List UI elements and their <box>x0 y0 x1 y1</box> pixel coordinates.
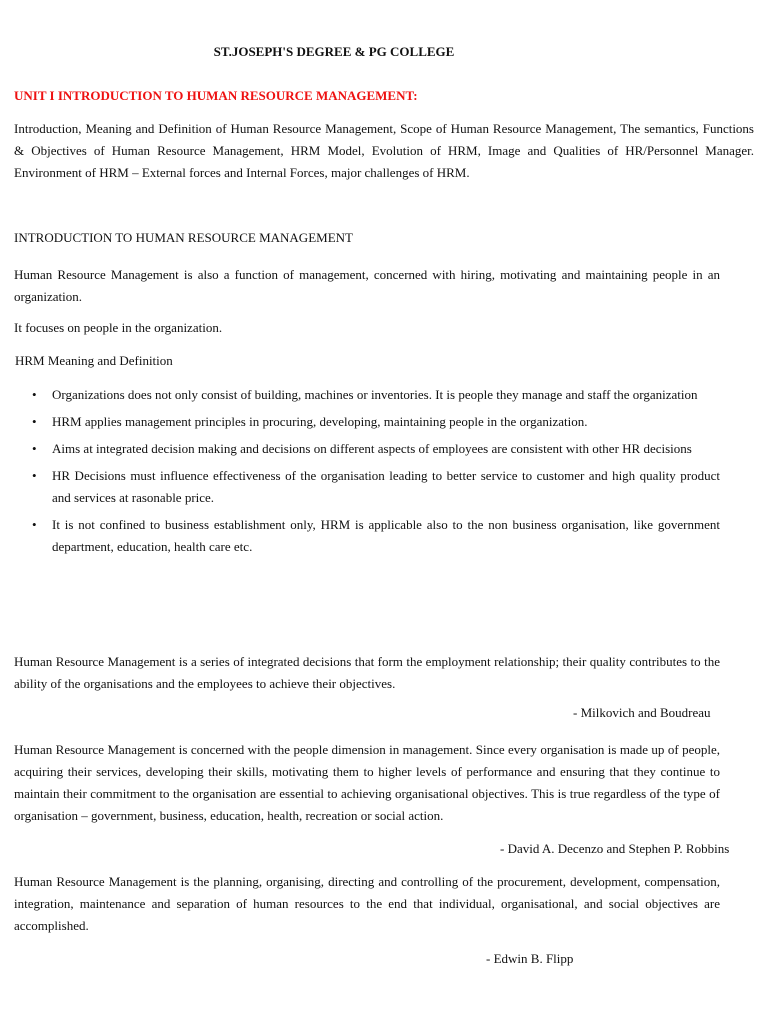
list-item <box>14 465 720 509</box>
list-item <box>14 411 720 433</box>
bullet-text: Organizations does not only consist of building, machines or inventories. It is people they manage and staff the organization <box>52 387 698 402</box>
definition-text: Human Resource Management is the planning, organising, directing and controlling of the procurement, development, compensation, integration, maintenance and separation of human resources to the end that individual, organisational, and social objectives are accomplished. <box>14 874 720 933</box>
list-item <box>14 438 720 460</box>
bullet-icon: • <box>32 468 37 483</box>
list-item <box>14 384 720 406</box>
definition-author: - David A. Decenzo and Stephen P. Robbins <box>500 841 730 856</box>
intro-heading: INTRODUCTION TO HUMAN RESOURCE MANAGEMENT <box>14 230 353 245</box>
college-name: ST.JOSEPH'S DEGREE & PG COLLEGE <box>213 44 455 59</box>
meaning-heading: HRM Meaning and Definition <box>15 353 173 368</box>
definition-text: Human Resource Management is a series of integrated decisions that form the employment relationship; their quality contributes to the ability of the organisations and the employees to achieve their objectives. <box>14 654 720 691</box>
bullet-icon: • <box>32 517 37 532</box>
intro-focus-text: It focuses on people in the organization. <box>14 320 223 335</box>
unit-title: UNIT I INTRODUCTION TO HUMAN RESOURCE MANAGEMENT: <box>14 88 418 103</box>
definition-text: Human Resource Management is concerned with the people dimension in management. Since every organisation is made up of people, acquiring their services, developing their skills, motivating them to higher levels of performance and ensuring that they continue to maintain their commitment to the organisation are essential to achieving organisational objectives. This is true regardless of the type of organisation – government, business, education, health, recreation or social action. <box>14 742 720 823</box>
bullet-text: Aims at integrated decision making and decisions on different aspects of employees are consistent with other HR decisions <box>52 441 692 456</box>
syllabus-paragraph: Introduction, Meaning and Definition of Human Resource Management, Scope of Human Resource Management, The semantics, Functions & Objectives of Human Resource Management, HRM Model, Evolution of HRM, Image and Qualities of HR/Personnel Manager. Environment of HRM – External forces and Internal Forces, major challenges of HRM. <box>14 121 754 180</box>
definition-author: - Milkovich and Boudreau <box>573 705 711 720</box>
bullet-text: HR Decisions must influence effectiveness of the organisation leading to better service to customer and high quality product and services at rasonable price. <box>52 468 720 505</box>
bullet-text: It is not confined to business establishment only, HRM is applicable also to the non business organisation, like government department, education, health care etc. <box>52 517 720 554</box>
bullet-icon: • <box>32 414 37 429</box>
bullet-text: HRM applies management principles in procuring, developing, maintaining people in the organization. <box>52 414 588 429</box>
bullet-icon: • <box>32 387 37 402</box>
meaning-bullet-list <box>14 384 720 563</box>
bullet-icon: • <box>32 441 37 456</box>
intro-paragraph: Human Resource Management is also a function of management, concerned with hiring, motivating and maintaining people in an organization. <box>14 267 720 304</box>
definition-author: - Edwin B. Flipp <box>486 951 574 966</box>
list-item <box>14 514 720 558</box>
